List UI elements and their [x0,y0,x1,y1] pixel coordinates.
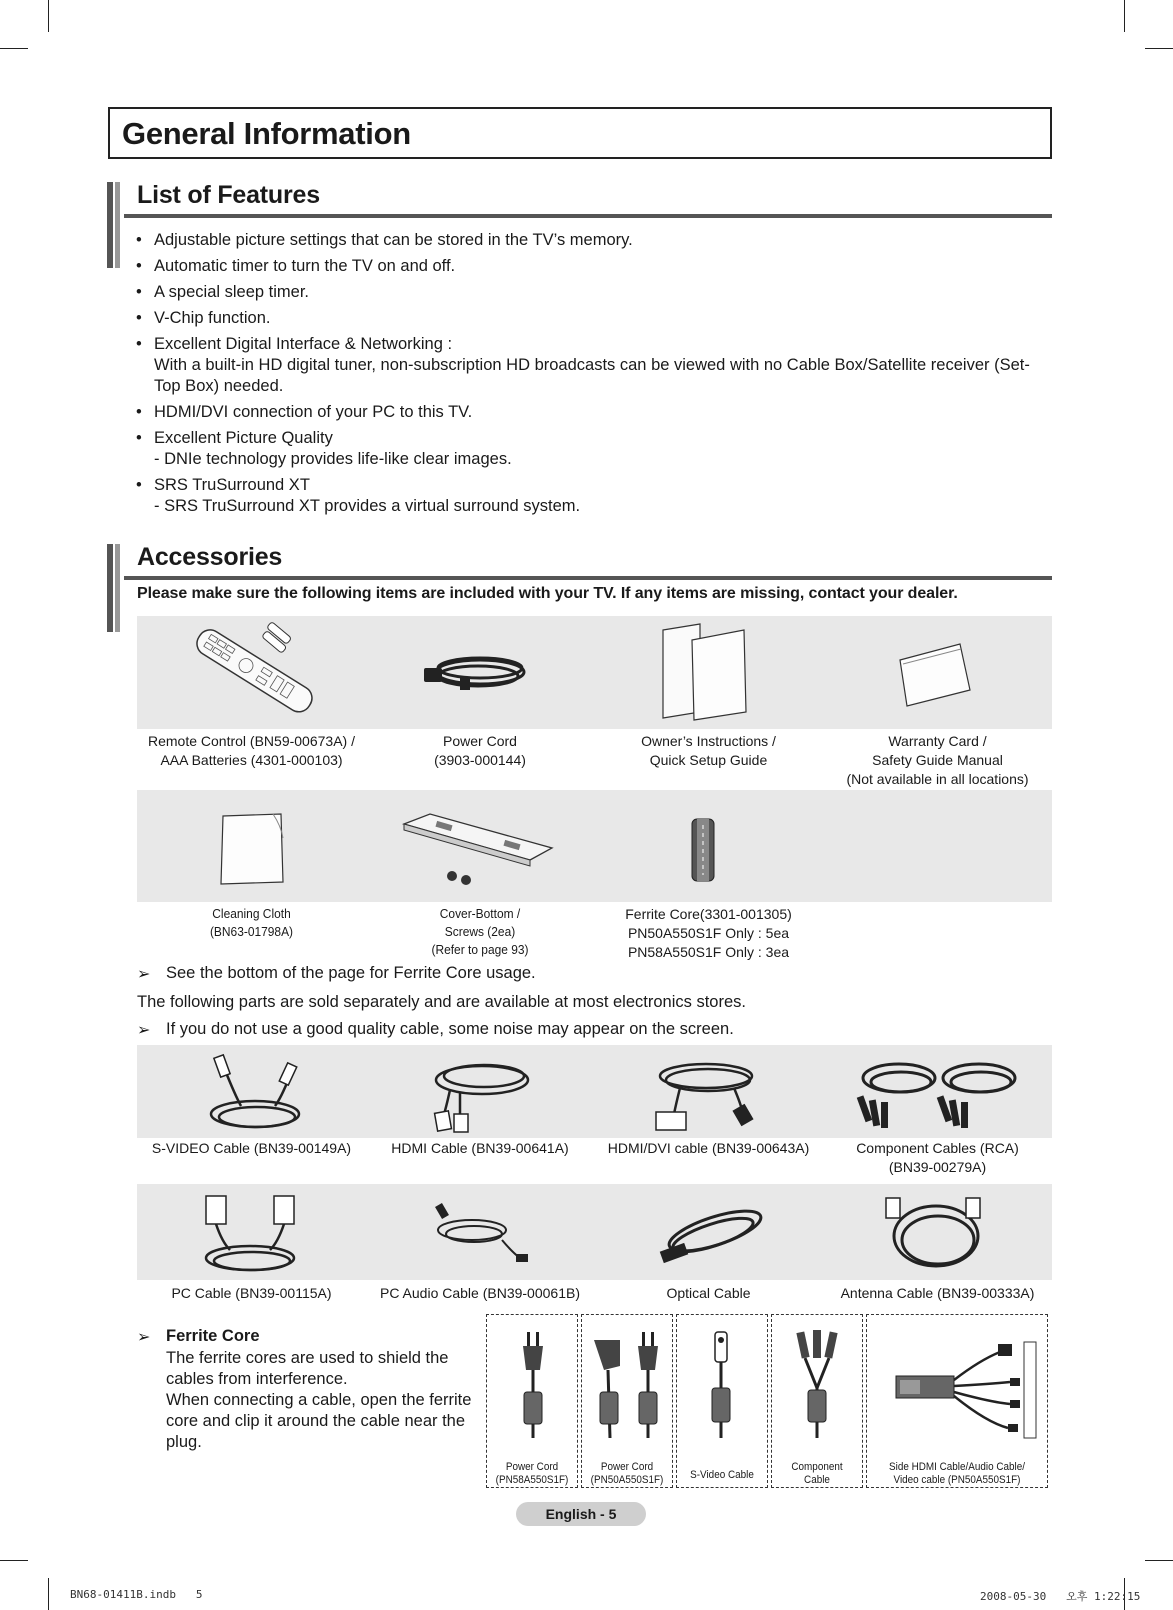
section-bar [107,544,113,632]
feature-text: Excellent Picture Quality - DNIe technology provides life-like clear images. [154,429,512,468]
feature-text: Automatic timer to turn the TV on and off. [154,257,456,275]
accessory-caption: Owner’s Instructions / Quick Setup Guide [641,733,776,768]
section-bar [107,182,113,268]
bullet-icon: • [136,335,142,353]
sold-separately-text: The following parts are sold separately and are available at most electronics stores. [137,993,746,1011]
cover-bottom-icon [400,810,560,890]
arrow-icon: ➢ [137,1329,151,1346]
accessory-caption: Component Cables (RCA) (BN39-00279A) [856,1140,1019,1175]
s-video-plug-icon [708,1330,734,1440]
feature-text: SRS TruSurround XT - SRS TruSurround XT provides a virtual surround system. [154,476,581,515]
ferrite-title: Ferrite Core [166,1327,260,1345]
ferrite-caption: Power Cord (PN58A550S1F) [495,1461,569,1486]
section-bar [115,544,120,632]
component-plug-icon [793,1328,843,1440]
page-number-badge: English - 5 [516,1502,646,1526]
bullet-icon: • [136,231,142,249]
crop-mark [1145,48,1173,49]
accessory-caption: Cover-Bottom / Screws (2ea) (Refer to page 93) [431,906,529,957]
manual-icon [660,622,755,720]
accessory-caption: Antenna Cable (BN39-00333A) [840,1285,1035,1301]
optical-cable-icon [655,1195,770,1275]
ferrite-caption: Side HDMI Cable/Audio Cable/ Video cable (PN50A550S1F) [889,1461,1025,1486]
ferrite-description: The ferrite cores are used to shield the cables from interference. When connecting a cable, open the ferrite core and clip it around the cable near the plug. [166,1349,472,1451]
side-hdmi-cable-icon [890,1340,1040,1440]
pc-audio-cable-icon [432,1200,532,1270]
section-rule [124,214,1052,218]
crop-mark [1145,1560,1173,1561]
power-cord-icon [420,648,530,698]
feature-item [136,334,1051,397]
bullet-icon: • [136,476,142,494]
accessory-caption: PC Audio Cable (BN39-00061B) [379,1285,580,1301]
power-plug-icon [518,1330,548,1440]
bullet-icon: • [136,283,142,301]
accessory-caption: HDMI/DVI cable (BN39-00643A) [607,1140,810,1156]
cable-quality-note: If you do not use a good quality cable, some noise may appear on the screen. [166,1020,734,1038]
accessory-caption: Warranty Card / Safety Guide Manual (Not available in all locations) [846,733,1029,787]
ferrite-core-icon [688,815,718,885]
print-date: 2008-05-30 오후 1:22:15 [980,1590,1141,1603]
feature-item [136,475,1051,517]
accessory-caption: HDMI Cable (BN39-00641A) [391,1140,569,1156]
cleaning-cloth-icon [215,810,290,890]
feature-item [136,402,1051,423]
feature-item [136,428,1051,470]
accessory-caption: Remote Control (BN59-00673A) / AAA Batteries (4301-000103) [148,733,355,768]
accessory-caption: PC Cable (BN39-00115A) [171,1285,332,1301]
ferrite-caption: Component Cable [791,1461,843,1486]
feature-text: Excellent Digital Interface & Networking : With a built-in HD digital tuner, non-subscription HD broadcasts can be viewed with no Cable Box/Satellite receiver (Set-Top Box) needed. [154,335,1030,395]
feature-text: A special sleep timer. [154,283,309,301]
hdmi-dvi-cable-icon [650,1054,765,1136]
features-title: List of Features [137,181,320,209]
accessory-caption: S-VIDEO Cable (BN39-00149A) [151,1140,352,1156]
crop-mark [1124,0,1125,32]
accessory-caption: Cleaning Cloth (BN63-01798A) [209,906,294,939]
features-list [136,230,1051,522]
feature-item [136,282,1051,303]
accessory-caption: Optical Cable [666,1285,751,1301]
pc-cable-icon [200,1190,300,1276]
crop-mark [0,1560,28,1561]
section-bar [115,182,120,268]
page-title: General Information [122,116,411,151]
crop-mark [48,0,49,32]
section-rule [124,576,1052,580]
bullet-icon: • [136,257,142,275]
arrow-icon: ➢ [137,1022,151,1039]
s-video-cable-icon [205,1050,305,1134]
ferrite-caption: S-Video Cable [690,1469,754,1481]
ferrite-caption: Power Cord (PN50A550S1F) [590,1461,664,1486]
page-title-box [108,107,1052,159]
crop-mark [48,1578,49,1610]
feature-item [136,230,1051,251]
feature-text: Adjustable picture settings that can be stored in the TV’s memory. [154,231,633,249]
feature-text: V-Chip function. [154,309,271,327]
bullet-icon: • [136,429,142,447]
accessory-caption: Ferrite Core(3301-001305) PN50A550S1F Only : 5ea PN58A550S1F Only : 3ea [625,906,792,960]
arrow-icon: ➢ [137,966,151,983]
crop-mark [0,48,28,49]
accessories-intro: Please make sure the following items are included with your TV. If any items are missing, contact your dealer. [137,585,958,602]
accessories-title: Accessories [137,543,283,571]
hdmi-cable-icon [430,1052,535,1134]
power-plug-icon [590,1330,670,1440]
ferrite-note: See the bottom of the page for Ferrite Core usage. [166,964,536,982]
remote-control-icon [185,620,325,720]
bullet-icon: • [136,403,142,421]
file-info: BN68-01411B.indb 5 [70,1588,203,1601]
feature-item [136,256,1051,277]
feature-item [136,308,1051,329]
antenna-cable-icon [880,1192,990,1276]
feature-text: HDMI/DVI connection of your PC to this TV. [154,403,473,421]
warranty-card-icon [895,640,975,710]
bullet-icon: • [136,309,142,327]
accessory-caption: Power Cord (3903-000144) [434,733,526,768]
component-cables-icon [855,1052,1025,1136]
